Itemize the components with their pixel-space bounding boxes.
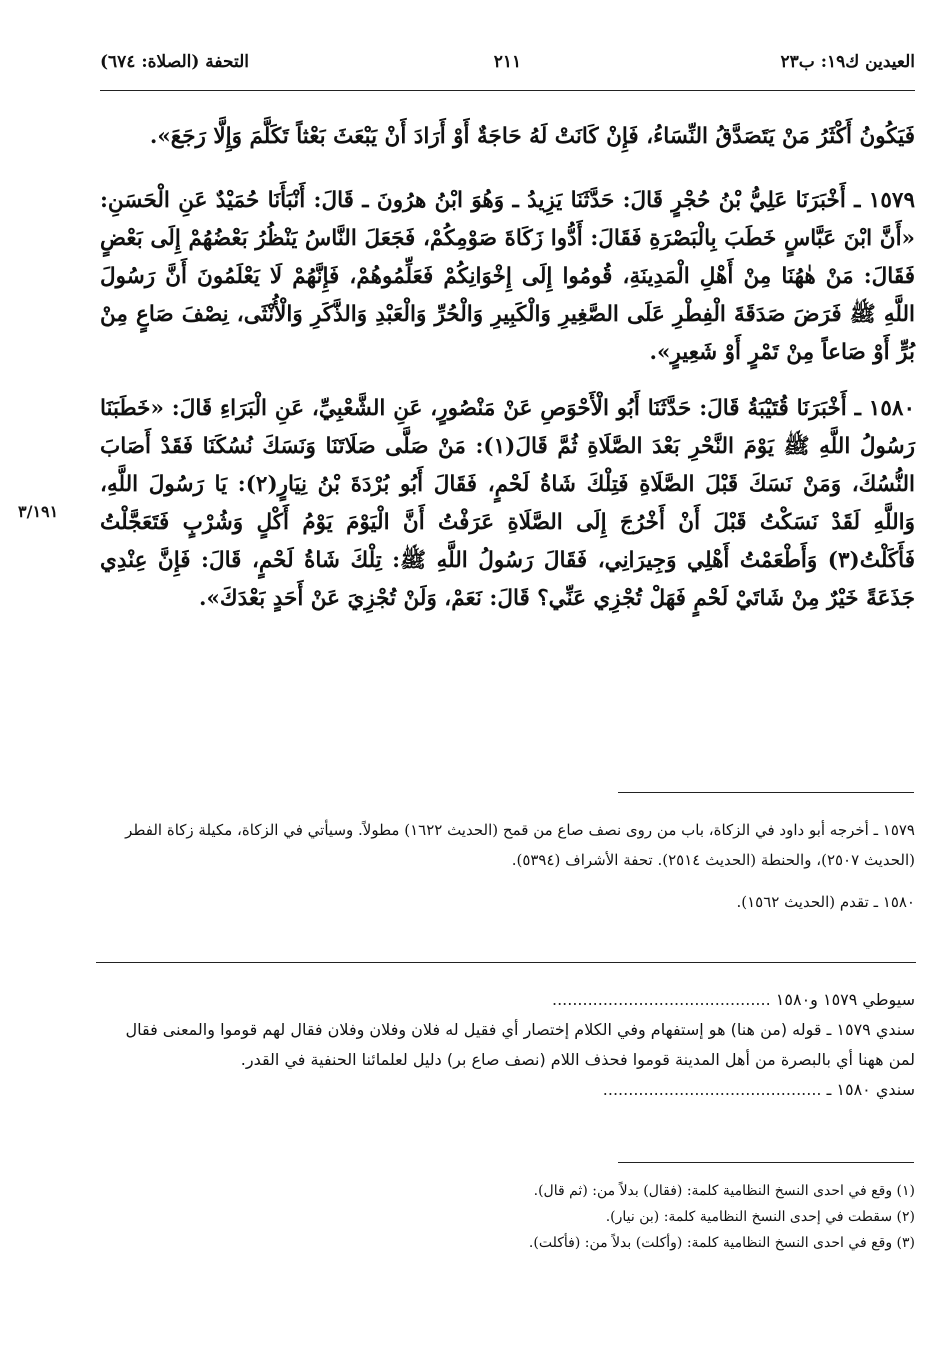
sindi-1579: سندي ١٥٧٩ ـ قوله (من هنا) هو إستفهام وفي الكلام إختصار أي فقيل له فلان وفلان وفلان فقال لهم قوموا والمعنى فقال لمن ههنا أي بالبصرة من أهل المدينة قوموا فحذف اللام (نصف صاع بر) دليل لعلمائنا الحنفية في القدر. <box>125 1020 915 1069</box>
header-rule <box>100 90 915 91</box>
footnote-1: (١) وقع في احدى النسخ النظامية كلمة: (فقال) بدلاً من: (ثم قال). <box>533 1183 915 1199</box>
header-chapter: العيدين ك١٩: ب٢٣ <box>780 52 915 72</box>
main-text <box>100 118 915 636</box>
commentary-rule <box>96 962 916 963</box>
footnotes-rule <box>618 1162 914 1163</box>
notes-rule <box>618 792 914 793</box>
header-tuhfa-ref: التحفة (الصلاة: ٦٧٤) <box>100 52 250 72</box>
margin-volume-ref: ٣/١٩١ <box>18 502 59 521</box>
footnote-3: (٣) وقع في احدى النسخ النظامية كلمة: (وأكلت) بدلاً من: (فأكلت). <box>528 1235 915 1251</box>
hadith-continuation: فَيَكُونُ أَكْثَرُ مَنْ يَتَصَدَّقُ النِّسَاءُ، فَإِنْ كَانَتْ لَهُ حَاجَةٌ أَوْ أَرَادَ أَنْ يَبْعَثَ بَعْثاً تَكَلَّمَ وَإِلَّا رَجَعَ». <box>149 124 915 149</box>
page-number: ٢١١ <box>493 52 522 72</box>
hadith-1580: ١٥٨٠ ـ أَخْبَرَنَا قُتَيْبَةُ قَالَ: حَدَّثَنَا أَبُو الْأَحْوَصِ عَنْ مَنْصُورٍ، عَنِ الشَّعْبِيِّ، عَنِ الْبَرَاءِ قَالَ: «خَطَبَنَا رَسُولُ اللَّهِ ﷺ يَوْمَ النَّحْرِ بَعْدَ الصَّلَاةِ ثُمَّ قَالَ(١): مَنْ صَلَّى صَلَاتَنَا وَنَسَكَ نُسُكَنَا فَقَدْ أَصَابَ النُّسُكَ، وَمَنْ نَسَكَ قَبْلَ الصَّلَاةِ فَتِلْكَ شَاةُ لَحْمٍ، فَقَالَ أَبُو بُرْدَةَ بْنُ نِيَارٍ(٢): يَا رَسُولَ اللَّهِ، وَاللَّهِ لَقَدْ نَسَكْتُ قَبْلَ أَنْ أَخْرُجَ إِلَى الصَّلَاةِ عَرَفْتُ أَنَّ الْيَوْمَ يَوْمُ أَكْلٍ وَشُرْبٍ فَتَعَجَّلْتُ فَأَكَلْتُ(٣) وَأَطْعَمْتُ أَهْلِي وَجِيرَانِي، فَقَالَ رَسُولُ اللَّهِ ﷺ: تِلْكَ شَاةُ لَحْمٍ، قَالَ: فَإِنَّ عِنْدِي جَذَعَةً خَيْرٌ مِنْ شَاتَيْ لَحْمٍ فَهَلْ تُجْزِي عَنِّي؟ قَالَ: نَعَمْ، وَلَنْ تُجْزِيَ عَنْ أَحَدٍ بَعْدَكَ». <box>100 396 915 611</box>
note-1579: ١٥٧٩ ـ أخرجه أبو داود في الزكاة، باب من روى نصف صاع من قمح (الحديث ١٦٢٢) مطولاً. وسيأتي في الزكاة، مكيلة زكاة الفطر (الحديث ٢٥٠٧)، والحنطة (الحديث ٢٥١٤). تحفة الأشراف (٥٣٩٤). <box>125 821 915 869</box>
dot-leader: ........................................... <box>602 1080 822 1099</box>
suyuti-label: سيوطي ١٥٧٩ و١٥٨٠ <box>775 990 915 1009</box>
footnotes <box>100 1178 915 1256</box>
sindi-1580-label: سندي ١٥٨٠ ـ <box>826 1080 915 1099</box>
sindi-1580-line <box>100 1075 915 1105</box>
suyuti-line <box>100 985 915 1015</box>
running-header <box>100 52 915 82</box>
takhrij-notes <box>100 815 915 929</box>
dot-leader: ........................................... <box>551 990 771 1009</box>
commentary-section <box>100 985 915 1105</box>
footnote-2: (٢) سقطت في إحدى النسخ النظامية كلمة: (بن نيار). <box>605 1209 915 1225</box>
note-1580: ١٥٨٠ ـ تقدم (الحديث ١٥٦٢). <box>736 893 915 911</box>
hadith-1579: ١٥٧٩ ـ أَخْبَرَنَا عَلِيُّ بْنُ حُجْرٍ قَالَ: حَدَّثَنَا يَزِيدُ ـ وَهُوَ ابْنُ هرُونَ ـ قَالَ: أَنْبَأَنَا حُمَيْدٌ عَنِ الْحَسَنِ: «أَنَّ ابْنَ عَبَّاسٍ خَطَبَ بِالْبَصْرَةِ فَقَالَ: أَدُّوا زَكَاةَ صَوْمِكُمْ، فَجَعَلَ النَّاسُ يَنْظُرُ بَعْضُهُمْ إِلَى بَعْضٍ فَقَالَ: مَنْ هٰهُنَا مِنْ أَهْلِ الْمَدِينَةِ، قُومُوا إِلَى إِخْوَانِكُمْ فَعَلِّمُوهُمْ، فَإِنَّهُمْ لَا يَعْلَمُونَ أَنَّ رَسُولَ اللَّهِ ﷺ فَرَضَ صَدَقَةَ الْفِطْرِ عَلَى الصَّغِيرِ وَالْكَبِيرِ وَالْحُرِّ وَالْعَبْدِ وَالذَّكَرِ وَالْأُنْثَى، نِصْفَ صَاعٍ مِنْ بُرٍّ أَوْ صَاعاً مِنْ تَمْرٍ أَوْ شَعِيرٍ». <box>100 188 915 365</box>
